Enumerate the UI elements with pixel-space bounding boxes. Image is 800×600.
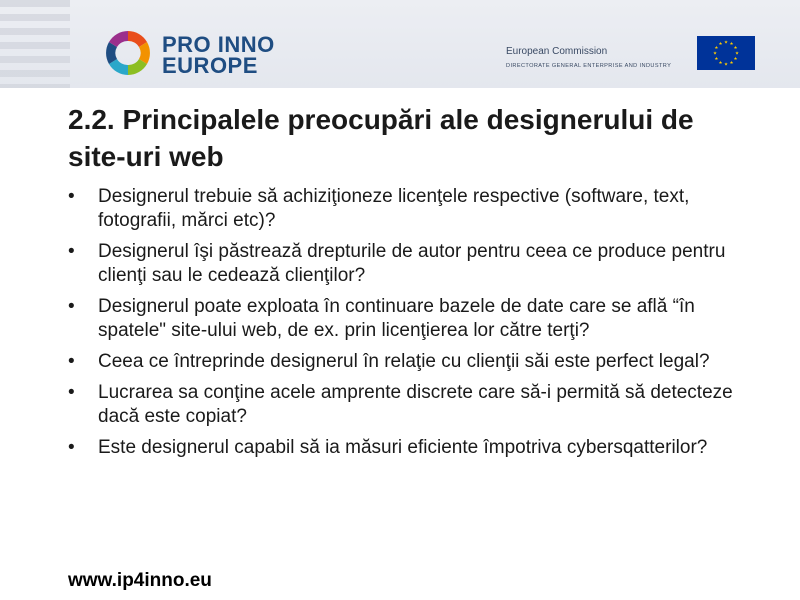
list-item	[66, 185, 746, 233]
list-item	[66, 240, 746, 288]
logo-text-line1: PRO INNO	[162, 32, 275, 57]
footer-url-link[interactable]: www.ip4inno.eu	[68, 570, 212, 591]
european-commission-block	[506, 46, 691, 69]
list-item	[66, 295, 746, 343]
list-item	[66, 381, 746, 429]
eu-star-icon: ★	[714, 56, 719, 62]
bullet-text: Designerul trebuie să achiziţioneze licenţele respective (software, text, fotografii, mărci etc)?	[98, 186, 690, 231]
bullet-list	[66, 185, 746, 467]
bullet-text: Ceea ce întreprinde designerul în relaţie cu clienţii săi este perfect legal?	[98, 351, 710, 372]
header-stripes	[0, 0, 70, 88]
bullet-icon: •	[68, 382, 75, 403]
eu-star-icon: ★	[729, 60, 734, 66]
eu-flag-icon	[697, 36, 755, 70]
header-banner	[0, 0, 800, 88]
eu-star-icon: ★	[714, 45, 719, 51]
commission-subtitle: DIRECTORATE GENERAL ENTERPRISE AND INDUSTRY	[506, 63, 672, 69]
bullet-text: Este designerul capabil să ia măsuri eficiente împotriva cybersqatterilor?	[98, 437, 708, 458]
eu-star-icon: ★	[718, 60, 723, 66]
bullet-icon: •	[68, 437, 75, 458]
list-item	[66, 436, 746, 460]
logo-text-line2: EUROPE	[162, 53, 258, 78]
bullet-text: Lucrarea sa conţine acele amprente discrete care să-i permită să detecteze dacă este copiat?	[98, 382, 733, 427]
bullet-text: Designerul poate exploata în continuare bazele de date care se află “în spatele" site-ului web, de ex. prin licenţierea lor către terţi?	[98, 296, 695, 341]
commission-title: European Commission	[506, 46, 608, 57]
eu-star-icon: ★	[733, 56, 738, 62]
bullet-icon: •	[68, 296, 75, 317]
eu-star-icon: ★	[729, 41, 734, 47]
eu-star-icon: ★	[734, 50, 740, 56]
eu-star-icon: ★	[723, 61, 729, 67]
bullet-icon: •	[68, 351, 75, 372]
eu-star-icon: ★	[718, 41, 723, 47]
eu-star-icon: ★	[733, 45, 738, 51]
pro-inno-europe-logo-icon	[102, 27, 154, 79]
pro-inno-europe-logo-text	[162, 34, 275, 76]
bullet-icon: •	[68, 241, 75, 262]
list-item	[66, 350, 746, 374]
eu-star-icon: ★	[712, 50, 718, 56]
bullet-text: Designerul îşi păstrează drepturile de autor pentru ceea ce produce pentru clienţi sau le cedează clienţilor?	[98, 241, 726, 286]
eu-star-icon: ★	[723, 39, 729, 45]
bullet-icon: •	[68, 186, 75, 207]
slide-title: 2.2. Principalele preocupări ale designerului de site-uri web	[68, 104, 694, 172]
